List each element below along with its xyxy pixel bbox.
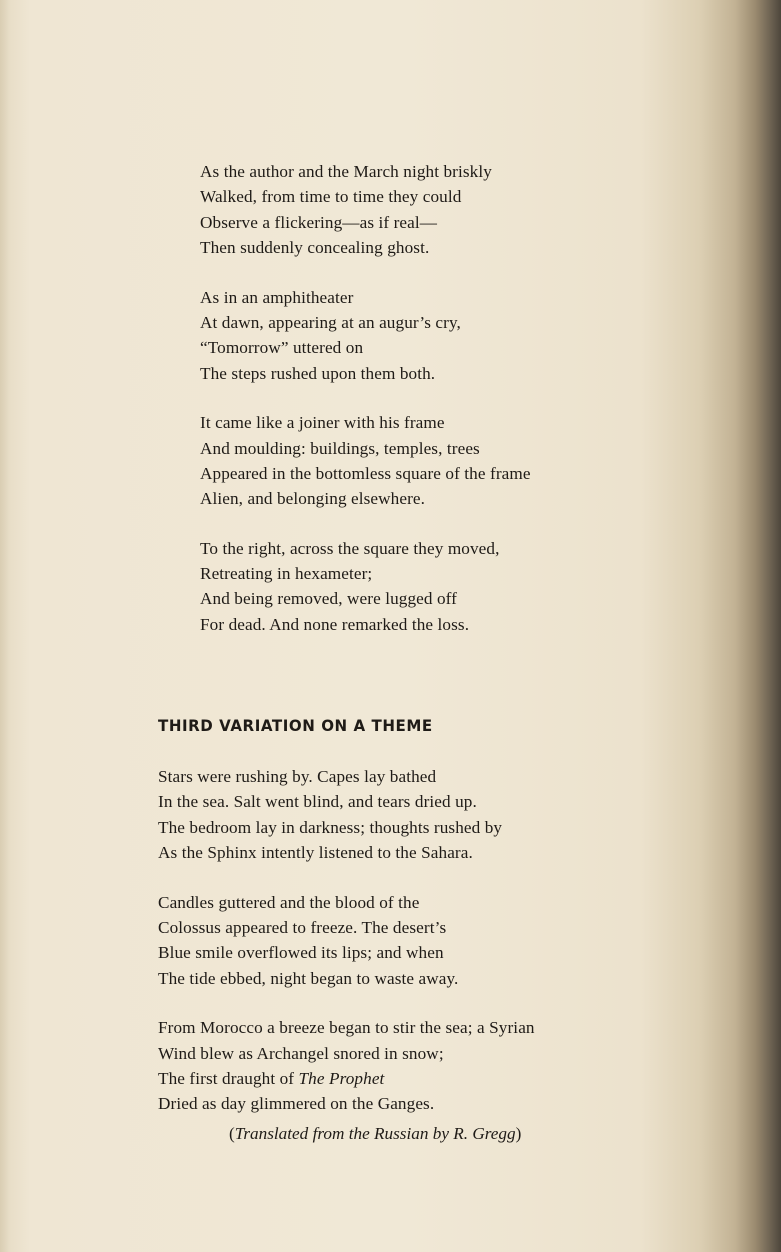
poem-line: It came like a joiner with his frame xyxy=(200,413,445,433)
poem-line: Observe a flickering—as if real— xyxy=(200,212,438,232)
poem-line: Appeared in the bottomless square of the frame xyxy=(200,463,531,483)
poem-line: For dead. And none remarked the loss. xyxy=(200,614,470,634)
stanza xyxy=(200,159,720,261)
poem-line: And being removed, were lugged off xyxy=(200,589,457,609)
poem-line: Wind blew as Archangel snored in snow; xyxy=(158,1043,444,1063)
poem-line: “Tomorrow” uttered on xyxy=(200,338,364,358)
poem-line: Dried as day glimmered on the Ganges. xyxy=(158,1094,435,1114)
poem-line: Candles guttered and the blood of the xyxy=(158,892,420,912)
poem-line: The bedroom lay in darkness; thoughts rushed by xyxy=(158,817,503,837)
poem-line: As the author and the March night briskly xyxy=(200,162,492,181)
credit-open-paren: ( xyxy=(229,1124,235,1143)
stanza xyxy=(200,536,720,638)
poem-heading: THIRD VARIATION ON A THEME xyxy=(158,716,433,735)
stanza xyxy=(158,764,718,866)
credit-text: Translated from the Russian by R. Gregg xyxy=(234,1124,516,1143)
poem-line: And moulding: buildings, temples, trees xyxy=(200,438,480,458)
poem-line: Colossus appeared to freeze. The desert’s xyxy=(158,917,447,937)
poem-line xyxy=(158,1066,718,1091)
stanza xyxy=(200,410,720,512)
poem-line: Stars were rushing by. Capes lay bathed xyxy=(158,767,437,786)
poem-line: At dawn, appearing at an augur’s cry, xyxy=(200,312,461,332)
stanza xyxy=(158,890,718,992)
poem-line: Blue smile overflowed its lips; and when xyxy=(158,943,444,963)
poem-line: From Morocco a breeze began to stir the sea; a Syrian xyxy=(158,1018,535,1038)
poem-line: The steps rushed upon them both. xyxy=(200,363,436,383)
poem-line: To the right, across the square they moved, xyxy=(200,538,500,558)
poem-line: Alien, and belonging elsewhere. xyxy=(200,489,426,509)
poem-line: In the sea. Salt went blind, and tears dried up. xyxy=(158,792,477,812)
credit-close-paren: ) xyxy=(515,1124,522,1143)
poem-line: As the Sphinx intently listened to the Sahara. xyxy=(158,843,473,863)
stanza xyxy=(158,1015,718,1117)
poem-line: Walked, from time to time they could xyxy=(200,187,462,207)
poem-line-text: The first draught of xyxy=(158,1068,299,1088)
poem-first xyxy=(200,159,720,661)
poem-line: As in an amphitheater xyxy=(200,287,354,307)
poem-line: Then suddenly concealing ghost. xyxy=(200,238,430,258)
poem-line: Retreating in hexameter; xyxy=(200,564,373,584)
italic-title: The Prophet xyxy=(298,1068,385,1088)
poem-third-variation xyxy=(158,764,718,1141)
translation-credit xyxy=(229,1124,521,1144)
poem-line: The tide ebbed, night began to waste away. xyxy=(158,968,459,988)
stanza xyxy=(200,285,720,387)
